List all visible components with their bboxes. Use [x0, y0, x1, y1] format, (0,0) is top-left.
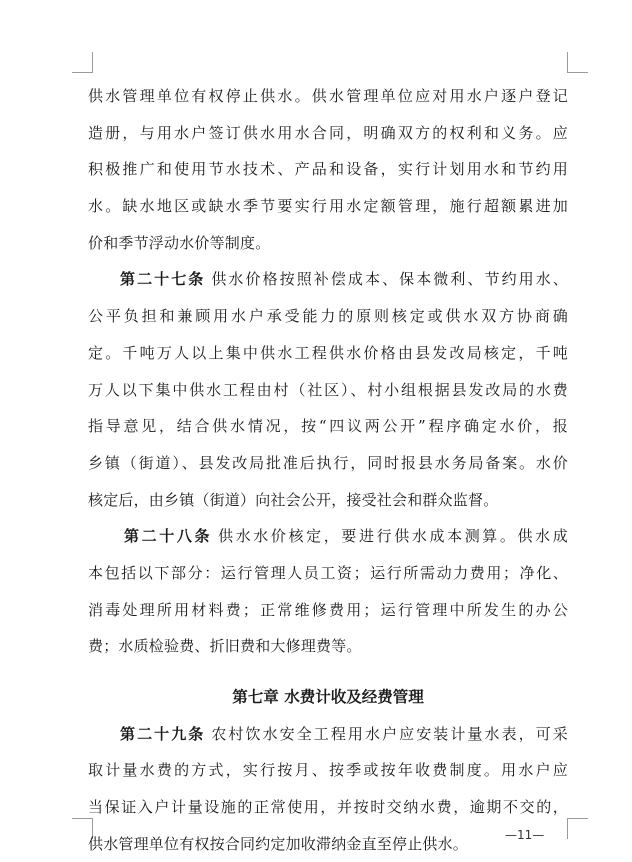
article-text: 供水价格按照补偿成本、保本微利、节约用水、	[211, 270, 568, 289]
page-number: —11—	[505, 828, 545, 842]
text-line: 积极推广和使用节水技术、产品和设备，实行计划用水和节约用	[88, 160, 568, 179]
text-line: 当保证入户计量设施的正常使用，并按时交纳水费，逾期不交的，	[88, 798, 568, 817]
article-first-line	[88, 716, 568, 753]
text-line: 水。缺水地区或缺水季节要实行用水定额管理，施行超额累进加	[88, 197, 568, 216]
text-line: 本包括以下部分：运行管理人员工资；运行所需动力费用；净化、	[88, 563, 568, 582]
paragraph-continuation	[88, 78, 568, 261]
text-line: 指导意见，结合供水情况，按“四议两公开”程序确定水价，报	[88, 417, 568, 436]
text-line: 消毒处理所用材料费；正常维修费用；运行管理中所发生的办公	[88, 600, 568, 619]
article-label: 第二十九条	[120, 724, 206, 743]
text-line: 定。千吨万人以上集中供水工程供水价格由县发改局核定，千吨	[88, 343, 568, 362]
crop-mark-bottom-right	[567, 818, 588, 839]
article-label: 第二十七条	[120, 270, 206, 289]
article-first-line	[88, 261, 568, 298]
chapter-heading: 第七章 水费计收及经费管理	[232, 688, 424, 706]
text-line: 费；水质检验费、折旧费和大修理费等。	[88, 637, 362, 656]
text-line: 供水管理单位有权按合同约定加收滞纳金直至停止供水。	[88, 834, 469, 853]
text-line: 取计量水费的方式，实行按月、按季或按年收费制度。用水户应	[88, 761, 568, 780]
text-line: 供水管理单位有权停止供水。供水管理单位应对用水户逐户登记	[88, 87, 568, 105]
text-line: 造册，与用水户签订供水用水合同，明确双方的权利和义务。应	[88, 123, 568, 142]
text-line: 核定后，由乡镇（街道）向社会公开，接受社会和群众监督。	[88, 490, 499, 509]
article-label: 第二十八条	[124, 527, 213, 546]
article-text: 农村饮水安全工程用水户应安装计量水表，可采	[211, 724, 568, 743]
document-body	[88, 78, 568, 862]
article-text: 供水水价核定，要进行供水成本测算。供水成	[218, 527, 568, 546]
article-29	[88, 716, 568, 862]
text-line: 价和季节浮动水价等制度。	[88, 233, 271, 252]
article-first-line	[88, 518, 568, 555]
article-28	[88, 518, 568, 665]
text-line: 公平负担和兼顾用水户承受能力的原则核定或供水双方协商确	[88, 307, 568, 326]
crop-mark-top-left	[72, 52, 93, 73]
crop-mark-top-right	[567, 52, 588, 73]
text-line: 万人以下集中供水工程由村（社区）、村小组根据县发改局的水费	[88, 380, 568, 399]
article-27	[88, 261, 568, 518]
text-line: 乡镇（街道）、县发改局批准后执行，同时报县水务局备案。水价	[88, 453, 568, 472]
